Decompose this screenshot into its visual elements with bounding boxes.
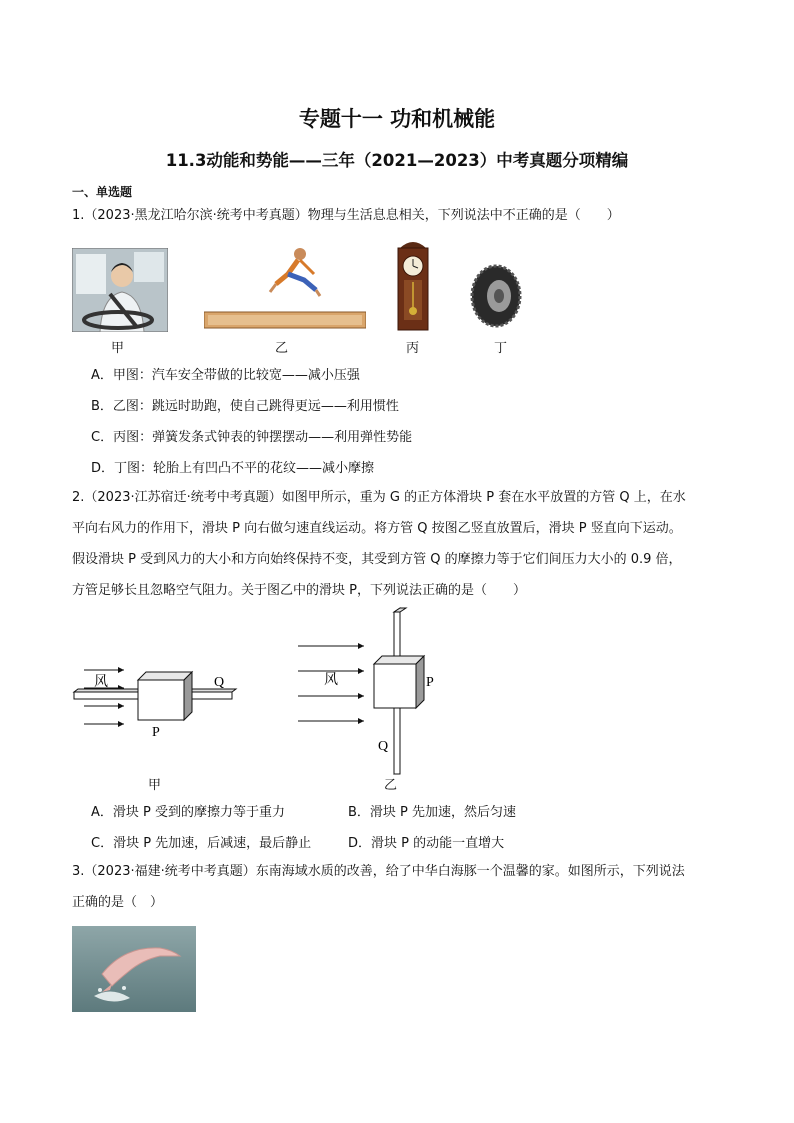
question-2-line-2: 平向右风力的作用下，滑块 P 向右做匀速直线运动。将方管 Q 按图乙竖直放置后，滑块 P 竖直向下运动。 — [72, 521, 682, 536]
block-p-yi — [374, 656, 424, 708]
block-label-p-yi: P — [426, 675, 434, 690]
q2-option-b: B．滑块 P 先加速，然后匀速 — [348, 805, 517, 820]
tube-label-q-yi: Q — [378, 739, 389, 754]
question-1-stem: 1.（2023·黑龙江哈尔滨·统考中考真题）物理与生活息息相关，下列说法中不正确的是（ ） — [72, 208, 620, 223]
pendulum-clock-image — [392, 236, 434, 332]
figure-caption-jia: 甲 — [111, 341, 125, 356]
wind-label: 风 — [94, 675, 108, 690]
block-p — [138, 672, 192, 720]
q1-option-b: B．乙图：跳远时助跑，使自己跳得更远——利用惯性 — [91, 399, 399, 414]
figure-yi-vertical-tube — [290, 606, 450, 782]
driver-seatbelt-image — [72, 248, 168, 332]
question-3-line-2: 正确的是（ ） — [72, 895, 164, 910]
white-dolphin-image — [72, 926, 196, 1012]
wind-label-yi: 风 — [324, 673, 338, 688]
q1-option-d: D．丁图：轮胎上有凹凸不平的花纹——减小摩擦 — [91, 461, 375, 476]
long-jump-image — [204, 244, 366, 334]
question-2-line-1: 2.（2023·江苏宿迁·统考中考真题）如图甲所示，重为 G 的正方体滑块 P 套在水平放置的方管 Q 上，在水 — [72, 490, 686, 505]
figure-caption-ding: 丁 — [494, 341, 508, 356]
tire-image — [470, 264, 522, 328]
tube-label-q: Q — [214, 675, 225, 690]
block-label-p: P — [152, 725, 160, 740]
q1-option-c: C．丙图：弹簧发条式钟表的钟摆摆动——利用弹性势能 — [91, 430, 413, 445]
page-title: 专题十一 功和机械能 — [298, 107, 496, 131]
page-subtitle: 11.3动能和势能——三年（2021—2023）中考真题分项精编 — [165, 151, 629, 170]
q2-option-d: D．滑块 P 的动能一直增大 — [348, 836, 505, 851]
q2-option-a: A．滑块 P 受到的摩擦力等于重力 — [91, 805, 285, 820]
figure-caption-yi: 乙 — [275, 341, 289, 356]
figure-jia-horizontal-tube — [72, 660, 252, 742]
question-2-line-3: 假设滑块 P 受到风力的大小和方向始终保持不变，其受到方管 Q 的摩擦力等于它们间压力大小的 0.9 倍， — [72, 552, 682, 567]
figure-caption-jia-q2: 甲 — [148, 778, 162, 793]
q1-option-a: A．甲图：汽车安全带做的比较宽——减小压强 — [91, 368, 360, 383]
figure-caption-bing: 丙 — [406, 341, 420, 356]
question-3-line-1: 3.（2023·福建·统考中考真题）东南海域水质的改善，给了中华白海豚一个温馨的家。如图所示，下列说法 — [72, 864, 685, 879]
figure-caption-yi-q2: 乙 — [384, 778, 398, 793]
q2-option-c: C．滑块 P 先加速，后减速，最后静止 — [91, 836, 312, 851]
question-2-line-4: 方管足够长且忽略空气阻力。关于图乙中的滑块 P，下列说法正确的是（ ） — [72, 583, 526, 598]
section-heading: 一、单选题 — [72, 185, 133, 199]
